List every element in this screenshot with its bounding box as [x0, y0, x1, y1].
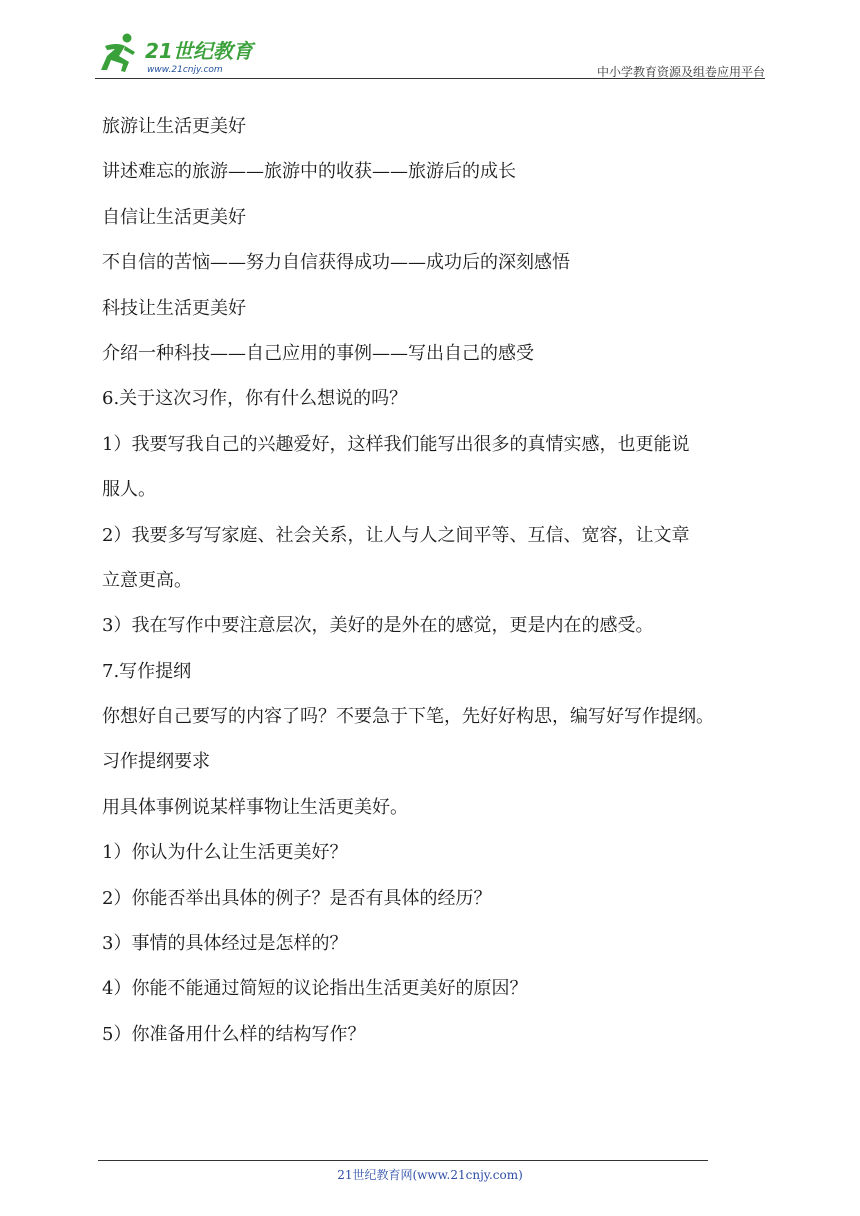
- text-line: 用具体事例说某样事物让生活更美好。: [102, 796, 408, 818]
- runner-icon: [101, 34, 135, 73]
- text-line: 讲述难忘的旅游——旅游中的收获——旅游后的成长: [102, 161, 516, 183]
- header-right-text: 中小学教育资源及组卷应用平台: [596, 65, 765, 79]
- text-line: 自信让生活更美好: [102, 206, 246, 228]
- text-line: 1）我要写我自己的兴趣爱好，这样我们能写出很多的真情实感，也更能说: [102, 433, 690, 455]
- text-line: 旅游让生活更美好: [102, 116, 246, 137]
- text-line: 科技让生活更美好: [102, 297, 246, 319]
- text-line: 7.写作提纲: [102, 660, 192, 682]
- logo-text: 21世纪教育: [145, 39, 253, 63]
- text-line: 服人。: [102, 479, 156, 501]
- header-divider: [95, 78, 765, 79]
- logo-url: www.21cnjy.com: [147, 65, 223, 75]
- text-line: 1）你认为什么让生活更美好？: [102, 842, 348, 864]
- text-line: 立意更高。: [102, 569, 192, 591]
- text-line: 3）我在写作中要注意层次，美好的是外在的感觉，更是内在的感受。: [102, 615, 654, 637]
- page-header: [95, 30, 765, 78]
- text-line: 6.关于这次习作，你有什么想说的吗？: [102, 388, 408, 410]
- text-line: 你想好自己要写的内容了吗？不要急于下笔，先好好构思，编写好写作提纲。: [102, 706, 714, 728]
- text-line: 不自信的苦恼——努力自信获得成功——成功后的深刻感悟: [102, 252, 570, 274]
- text-line: 3）事情的具体经过是怎样的？: [102, 933, 348, 955]
- text-line: 4）你能不能通过简短的议论指出生活更美好的原因？: [102, 978, 528, 1000]
- footer-divider: [98, 1160, 708, 1161]
- text-line: 5）你准备用什么样的结构写作？: [102, 1023, 366, 1045]
- text-line: 2）你能否举出具体的例子？是否有具体的经历？: [102, 887, 492, 909]
- document-body: [102, 104, 766, 1057]
- site-logo: [95, 32, 265, 76]
- text-line: 习作提纲要求: [102, 751, 210, 773]
- text-line: 介绍一种科技——自己应用的事例——写出自己的感受: [102, 342, 534, 364]
- text-line: 2）我要多写写家庭、社会关系，让人与人之间平等、互信、宽容，让文章: [102, 524, 690, 546]
- footer-text: 21世纪教育网(www.21cnjy.com): [337, 1168, 523, 1182]
